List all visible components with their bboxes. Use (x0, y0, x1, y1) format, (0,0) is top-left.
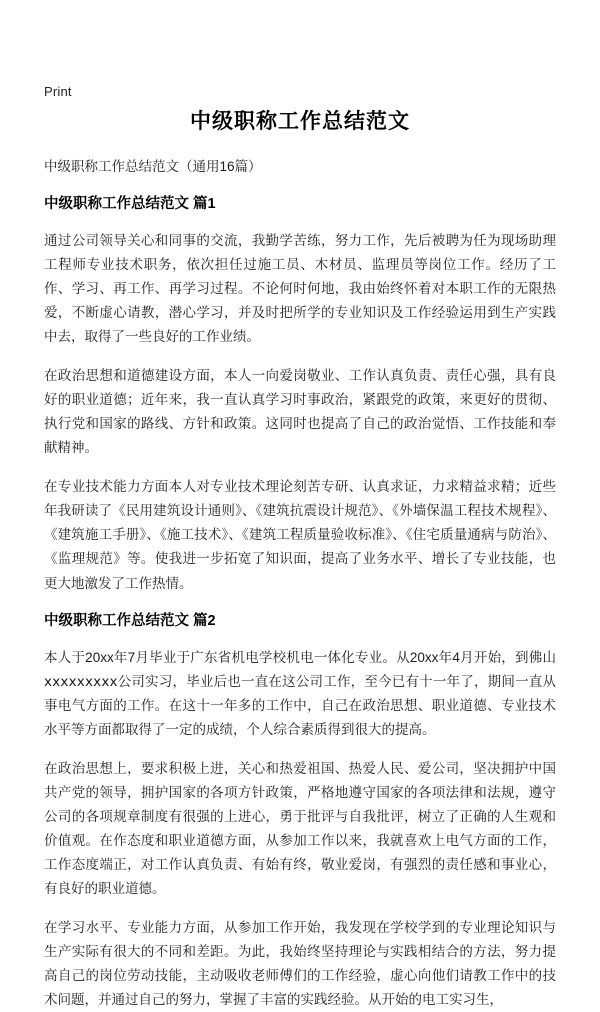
page-title: 中级职称工作总结范文 (190, 110, 410, 133)
paragraph: 在政治思想上，要求积极上进，关心和热爱祖国、热爱人民、爱公司，坚决拥护中国共产党的领导，拥护国家的各项方针政策，严格地遵守国家的各项法律和法规，遵守公司的各项规章制度有很强的上进心，勇于批评与自我批评，树立了正确的人生观和价值观。在作态度和职业道德方面，从参加工作以来，我就喜欢上电气方面的工作，工作态度端正，对工作认真负责、有始有终，敬业爱岗，有强烈的责任感和事业心，有良好的职业道德。 (44, 761, 556, 897)
section-heading-2: 中级职称工作总结范文 篇2 (44, 612, 216, 629)
paragraph: 本人于20xx年7月毕业于广东省机电学校机电一体化专业。从20xx年4月开始，到佛山ⅹⅹⅹⅹⅹⅹⅹⅹⅹ公司实习，毕业后也一直在这公司工作，至今已有十一年了，期间一直从事电气方面的工作。在这十一年多的工作中，自己在政治思想、职业道德、专业技术水平等方面都取得了一定的成绩，个人综合素质得到很大的提高。 (44, 650, 556, 738)
print-button[interactable]: Print (44, 84, 72, 99)
paragraph: 通过公司领导关心和同事的交流，我勤学苦练，努力工作，先后被聘为任为现场助理工程师专业技术职务，依次担任过施工员、木材员、监理员等岗位工作。经历了工作、学习、再工作、再学习过程。不论何时何地，我由始终怀着对本职工作的无限热爱，不断虚心请教，潜心学习，并及时把所学的专业知识及工作经验运用到生产实践中去，取得了一些良好的工作业绩。 (44, 233, 556, 345)
paragraph: 在学习水平、专业能力方面，从参加工作开始，我发现在学校学到的专业理论知识与生产实际有很大的不同和差距。为此，我始终坚持理论与实践相结合的方法，努力提高自己的岗位劳动技能，主动吸收老师傅们的工作经验，虚心向他们请教工作中的技术问题，并通过自己的努力，掌握了丰富的实践经验。从开始的电工实习生， (44, 920, 556, 1008)
document-content (44, 108, 556, 1012)
paragraph: 在专业技术能力方面本人对专业技术理论刻苦专研、认真求证，力求精益求精；近些年我研读了《民用建筑设计通则》、《建筑抗震设计规范》、《外墙保温工程技术规程》、《建筑施工手册》、《施工技术》、《建筑工程质量验收标准》、《住宅质量通病与防治》、《监理规范》等。使我进一步拓宽了知识面，提高了业务水平、增长了专业技能，也更大地激发了工作热情。 (44, 479, 556, 591)
section-heading-1: 中级职称工作总结范文 篇1 (44, 195, 216, 212)
document-subtitle: 中级职称工作总结范文（通用16篇） (44, 159, 262, 175)
paragraph: 在政治思想和道德建设方面，本人一向爱岗敬业、工作认真负责、责任心强，具有良好的职业道德；近年来，我一直认真学习时事政治，紧跟党的政策，来更好的贯彻、执行党和国家的路线、方针和政策。这同时也提高了自己的政治觉悟、工作技能和奉献精神。 (44, 368, 556, 456)
